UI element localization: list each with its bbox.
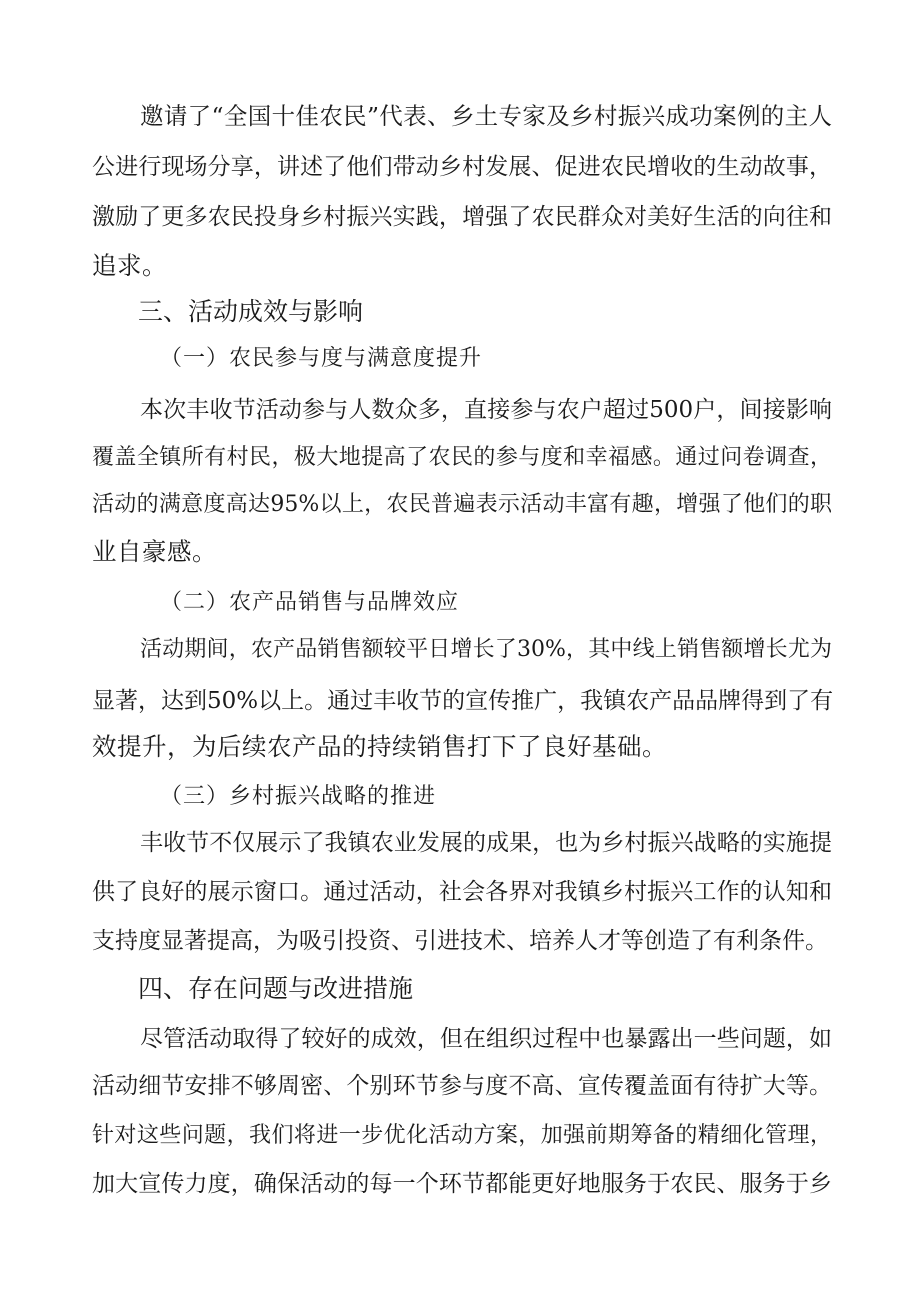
paragraph-line: 活动的满意度高达95%以上，农民普遍表示活动丰富有趣，增强了他们的职 (92, 492, 832, 517)
paragraph-line: 效提升，为后续农产品的持续销售打下了良好基础。 (92, 732, 667, 761)
paragraph-line: 显著，达到50%以上。通过丰收节的宣传推广，我镇农产品品牌得到了有 (92, 688, 834, 714)
paragraph-line: 供了良好的展示窗口。通过活动，社会各界对我镇乡村振兴工作的认知和 (92, 879, 832, 905)
paragraph-line: 本次丰收节活动参与人数众多，直接参与农户超过500户，间接影响 (140, 397, 832, 423)
paragraph-line: 支持度显著提高，为吸引投资、引进技术、培养人才等创造了有利条件。 (92, 928, 828, 954)
paragraph-line: 邀请了“全国十佳农民”代表、乡土专家及乡村振兴成功案例的主人 (140, 102, 832, 130)
paragraph-line: 针对这些问题，我们将进一步优化活动方案，加强前期筹备的精细化管理， (92, 1123, 832, 1148)
section-heading: 三、活动成效与影响 (138, 297, 364, 326)
subsection-heading: （一）农民参与度与满意度提升 (160, 346, 483, 371)
paragraph-line: 尽管活动取得了较好的成效，但在组织过程中也暴露出一些问题，如 (140, 1026, 832, 1052)
paragraph-line: 激励了更多农民投身乡村振兴实践，增强了农民群众对美好生活的向往和 (92, 204, 832, 230)
subsection-heading: （二）农产品销售与品牌效应 (160, 590, 460, 615)
section-heading: 四、存在问题与改进措施 (138, 974, 414, 1003)
paragraph-line: 追求。 (92, 251, 167, 280)
paragraph-line: 业自豪感。 (92, 537, 217, 566)
paragraph-line: 覆盖全镇所有村民，极大地提高了农民的参与度和幸福感。通过问卷调查， (92, 445, 832, 470)
paragraph-line: 活动细节安排不够周密、个别环节参与度不高、宣传覆盖面有待扩大等。 (92, 1073, 832, 1099)
paragraph-line: 加大宣传力度，确保活动的每一个环节都能更好地服务于农民、服务于乡 (92, 1171, 832, 1197)
subsection-heading: （三）乡村振兴战略的推进 (160, 784, 437, 809)
paragraph-line: 公进行现场分享，讲述了他们带动乡村发展、促进农民增收的生动故事， (92, 154, 832, 180)
paragraph-line: 活动期间，农产品销售额较平日增长了30%，其中线上销售额增长尤为 (140, 637, 832, 662)
paragraph-line: 丰收节不仅展示了我镇农业发展的成果，也为乡村振兴战略的实施提 (140, 830, 832, 856)
